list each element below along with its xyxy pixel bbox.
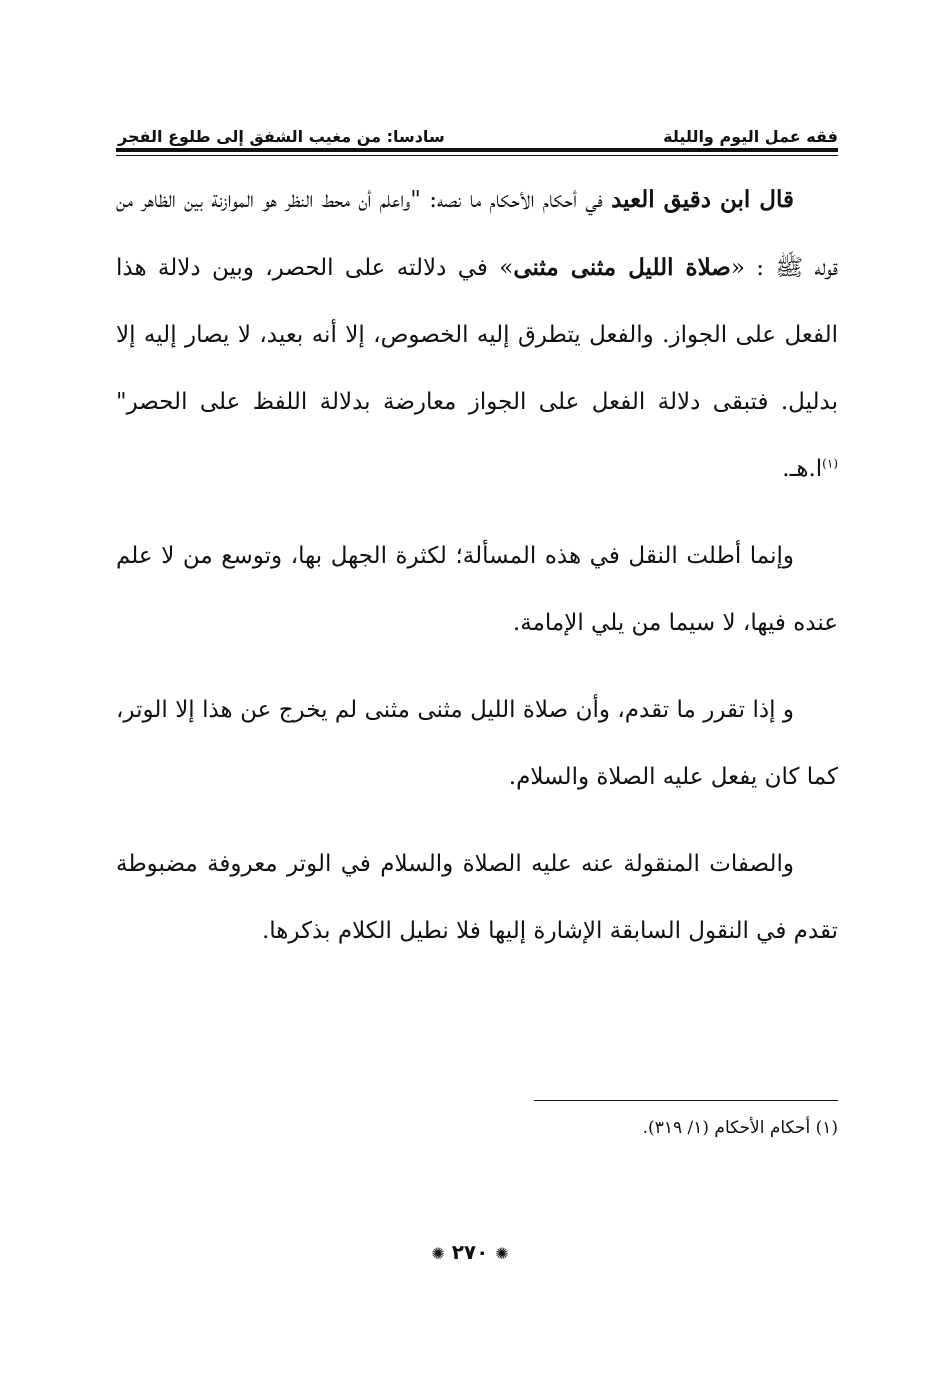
ornament-right-icon: ✺ [495,1244,509,1263]
hadith-quote: صلاة الليل مثنى مثنى [513,254,731,281]
footnote: (١) أحكام الأحكام (١/ ٣١٩). [642,1118,838,1138]
footnote-ref[interactable]: (١) [822,456,838,471]
section-title: سادسا: من مغيب الشفق إلى طلوع الفجر [118,127,445,146]
page-number: ٢٧٠ [451,1240,489,1264]
paragraph-2: وإنما أطلت النقل في هذه المسألة؛ لكثرة الجهل بها، وتوسع من لا علم عنده فيها، لا سيما من يلي الإمامة. [116,543,838,636]
ornament-left-icon: ✺ [431,1244,445,1263]
p1-text-b: » في دلالته على الحصر، وبين دلالة هذا الفعل على الجواز. والفعل يتطرق إليه الخصوص، إلا أنه بعيد، لا يصار إليه إلا بدليل. فتبقى دلالة الفعل على الجواز معارضة بدلالة اللفظ على الحصر" [116,255,838,415]
running-header [118,112,838,146]
page-number-box [400,1240,540,1264]
p1-text-c: ا.هـ. [782,456,823,482]
p1-text-a: في أحكام الأحكام ما نصه: "واعلم أن محط النظر هو الموازنة بين الظاهر من قوله ﷺ : « [116,187,839,281]
header-rule-thin [116,155,838,156]
main-text [116,166,838,985]
book-title: فقه عمل اليوم والليلة [663,127,838,146]
paragraph-1 [116,166,838,503]
header-rule-thick [116,148,838,152]
paragraph-4: والصفات المنقولة عنه عليه الصلاة والسلام في الوتر معروفة مضبوطة تقدم في النقول السابقة الإشارة إليها فلا نطيل الكلام بذكرها. [116,851,838,944]
author-name: قال ابن دقيق العيد [611,186,794,213]
footnote-rule [534,1100,838,1101]
paragraph-3: و إذا تقرر ما تقدم، وأن صلاة الليل مثنى مثنى لم يخرج عن هذا إلا الوتر، كما كان يفعل عليه الصلاة والسلام. [116,697,838,790]
